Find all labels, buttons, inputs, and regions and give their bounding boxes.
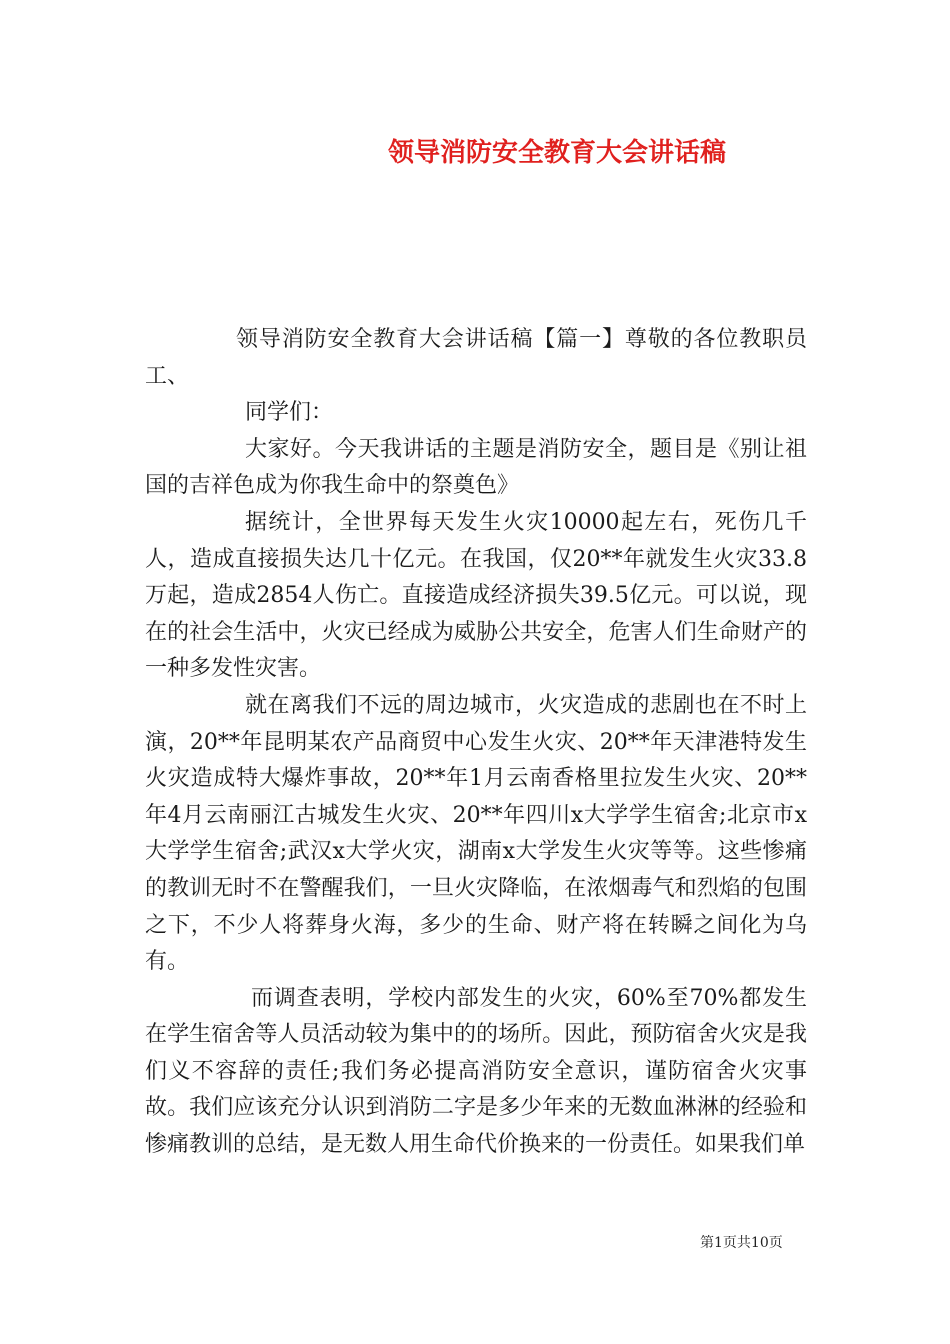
paragraph: 就在离我们不远的周边城市，火灾造成的悲剧也在不时上演，20**年昆明某农产品商贸中心发生火灾、20**年天津港特发生火灾造成特大爆炸事故，20**年1月云南香格里拉发生火灾、20**年4月云南丽江古城发生火灾、20**年四川x大学学生宿舍;北京市x大学学生宿舍;武汉x大学火灾，湖南x大学发生火灾等等。这些惨痛的教训无时不在警醒我们，一旦火灾降临，在浓烟毒气和烈焰的包围之下，不少人将葬身火海，多少的生命、财产将在转瞬之间化为乌有。 (145, 692, 807, 975)
paragraph: 据统计，全世界每天发生火灾10000起左右，死伤几千人，造成直接损失达几十亿元。在我国，仅20**年就发生火灾33.8万起，造成2854人伤亡。直接造成经济损失39.5亿元。可以说，现在的社会生活中，火灾已经成为威胁公共安全，危害人们生命财产的一种多发性灾害。 (145, 509, 807, 682)
paragraph: 大家好。今天我讲话的主题是消防安全，题目是《别让祖国的吉祥色成为你我生命中的祭奠色》 (145, 436, 807, 499)
page-number-footer: 第1页共10页 (700, 1235, 783, 1251)
document-body (145, 322, 807, 1164)
paragraph: 同学们： (245, 400, 334, 426)
document-title: 领导消防安全教育大会讲话稿 (388, 138, 727, 168)
paragraph: 而调查表明，学校内部发生的火灾，60%至70%都发生在学生宿舍等人员活动较为集中的的场所。因此，预防宿舍火灾是我们义不容辞的责任;我们务必提高消防安全意识，谨防宿舍火灾事故。我们应该充分认识到消防二字是多少年来的无数血淋淋的经验和惨痛教训的总结，是无数人用生命代价换来的一份责任。如果我们单 (145, 985, 807, 1158)
paragraph: 领导消防安全教育大会讲话稿【篇一】尊敬的各位教职员工、 (145, 327, 807, 389)
